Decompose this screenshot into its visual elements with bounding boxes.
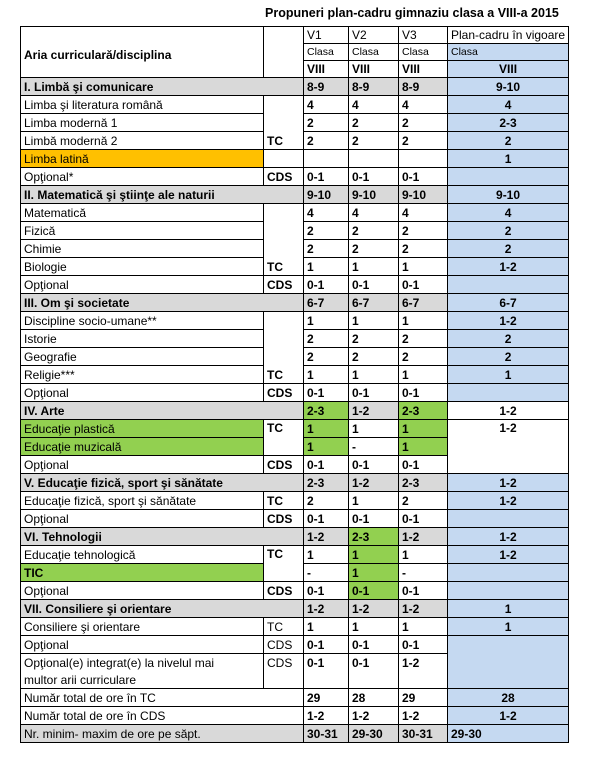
subject-name: Educaţie plastică: [21, 420, 264, 438]
v3-grade: VIII: [399, 61, 448, 78]
pc-cell: 1: [448, 618, 569, 636]
v3-cell: 30-31: [399, 725, 448, 743]
tc-tag: TC: [264, 420, 304, 456]
pc-cell: 29-30: [448, 725, 569, 743]
v1-cell: 8-9: [304, 78, 349, 96]
v2-cell: 9-10: [349, 186, 399, 204]
v2-cell: -: [349, 438, 399, 456]
v1-cell: 2: [304, 132, 349, 150]
pc-cell: [448, 564, 569, 582]
subject-name: Limba latină: [21, 150, 264, 168]
v3-cell: 1: [399, 546, 448, 564]
v1-cell: 29: [304, 689, 349, 707]
v3-cell: 2-3: [399, 474, 448, 492]
pc-cell: 4: [448, 96, 569, 114]
subject-name: Educaţie tehnologică: [21, 546, 264, 564]
v3-cell: 2: [399, 132, 448, 150]
subject-name: Biologie: [21, 258, 264, 276]
table-row: [21, 168, 569, 186]
v1-cell: -: [304, 564, 349, 582]
v1-cell: 1-2: [304, 528, 349, 546]
v2-cell: 1: [349, 546, 399, 564]
v1-cell: 0-1: [304, 654, 349, 672]
subject-name: Religie***: [21, 366, 264, 384]
table-row: [21, 618, 569, 636]
pc-cell: [448, 510, 569, 528]
v3-cell: 2: [399, 240, 448, 258]
v1-cell: 1: [304, 258, 349, 276]
pc-cell: 2-3: [448, 114, 569, 132]
subject-name: Fizică: [21, 222, 264, 240]
pc-cell: 1: [448, 150, 569, 168]
pc-cell: 1-2: [448, 474, 569, 492]
v2-cell: 0-1: [349, 456, 399, 474]
v2-cell: 29-30: [349, 725, 399, 743]
pc-cell: 1-2: [448, 707, 569, 725]
v2-cell: 1: [349, 564, 399, 582]
v3-cell: 0-1: [399, 582, 448, 600]
section-name: V. Educaţie fizică, sport şi sănătate: [21, 474, 304, 492]
table-row: [21, 96, 569, 114]
pc-cell: 1-2: [448, 546, 569, 564]
subject-name: multor arii curriculare: [21, 671, 264, 689]
v2-grade: VIII: [349, 61, 399, 78]
total-label: Nr. minim- maxim de ore pe săpt.: [21, 725, 304, 743]
subject-name: Geografie: [21, 348, 264, 366]
v1-clasa: Clasa: [304, 44, 349, 61]
v3-cell: 1-2: [399, 654, 448, 672]
table-row: [21, 204, 569, 222]
pc-cell: [448, 276, 569, 294]
section-name: IV. Arte: [21, 402, 304, 420]
subject-name: TIC: [21, 564, 264, 582]
pc-grade: VIII: [448, 61, 569, 78]
pc-cell: 2: [448, 222, 569, 240]
subject-name: Opţional: [21, 636, 264, 654]
v3-cell: 1-2: [399, 600, 448, 618]
v2-cell: 1-2: [349, 474, 399, 492]
v2-cell: 1: [349, 420, 399, 438]
v2-cell: 0-1: [349, 276, 399, 294]
v2-cell: 28: [349, 689, 399, 707]
pc-cell: 1-2: [448, 312, 569, 330]
subject-name: Opţional: [21, 456, 264, 474]
pc-cell: 1-2: [448, 492, 569, 510]
subject-name: Limba şi literatura română: [21, 96, 264, 114]
pc-cell: 2: [448, 240, 569, 258]
v3-cell: 6-7: [399, 294, 448, 312]
v3-cell: 0-1: [399, 384, 448, 402]
v2-cell: 1-2: [349, 402, 399, 420]
v2-cell: 8-9: [349, 78, 399, 96]
table-row: [21, 276, 569, 294]
cds-tag: CDS: [264, 456, 304, 474]
v1-cell: 6-7: [304, 294, 349, 312]
section-row: [21, 294, 569, 312]
v3-cell: 2-3: [399, 402, 448, 420]
pc-cell: 2: [448, 132, 569, 150]
v2-cell: 0-1: [349, 636, 399, 654]
v1-header: V1: [304, 27, 349, 44]
v2-cell: 0-1: [349, 168, 399, 186]
v3-cell: 2: [399, 114, 448, 132]
v3-cell: 1: [399, 258, 448, 276]
v1-cell: 1-2: [304, 707, 349, 725]
total-row: [21, 725, 569, 743]
tc-tag: TC: [264, 204, 304, 276]
v1-cell: 2: [304, 330, 349, 348]
subject-name: Limba modernă 1: [21, 114, 264, 132]
pc-cell: 9-10: [448, 78, 569, 96]
v2-cell: 2: [349, 240, 399, 258]
v2-cell: 1: [349, 366, 399, 384]
v2-cell: 1: [349, 258, 399, 276]
v1-cell: 0-1: [304, 636, 349, 654]
table-row: [21, 420, 569, 438]
pc-clasa: Clasa: [448, 44, 569, 61]
pc-cell: 2: [448, 330, 569, 348]
v2-cell: [349, 671, 399, 689]
v2-cell: 0-1: [349, 384, 399, 402]
v3-cell: 4: [399, 96, 448, 114]
v3-cell: 0-1: [399, 510, 448, 528]
section-name: II. Matematică şi ştiinţe ale naturii: [21, 186, 304, 204]
cds-tag: CDS: [264, 636, 304, 654]
tag-cell: [264, 671, 304, 689]
v2-cell: 2-3: [349, 528, 399, 546]
v1-cell: 30-31: [304, 725, 349, 743]
v1-cell: 9-10: [304, 186, 349, 204]
v1-cell: 4: [304, 96, 349, 114]
section-row: [21, 78, 569, 96]
cds-tag: CDS: [264, 384, 304, 402]
pc-cell: [448, 636, 569, 689]
v1-cell: 2: [304, 222, 349, 240]
pc-cell: 1: [448, 366, 569, 384]
v2-cell: 1: [349, 312, 399, 330]
v3-cell: 1: [399, 438, 448, 456]
v1-cell: 4: [304, 204, 349, 222]
subject-name: Opţional: [21, 384, 264, 402]
subject-name: Opţional: [21, 510, 264, 528]
subject-name: Educaţie fizică, sport şi sănătate: [21, 492, 264, 510]
section-row: [21, 402, 569, 420]
pc-cell: 9-10: [448, 186, 569, 204]
subject-name: Opţional: [21, 582, 264, 600]
v1-cell: [304, 671, 349, 689]
table-row: [21, 582, 569, 600]
subject-name: Matematică: [21, 204, 264, 222]
v2-cell: 6-7: [349, 294, 399, 312]
v2-cell: 4: [349, 204, 399, 222]
pc-cell: [448, 582, 569, 600]
subject-name: Opţional*: [21, 168, 264, 186]
section-name: VII. Consiliere şi orientare: [21, 600, 304, 618]
table-row: [21, 492, 569, 510]
subject-name: Opţional: [21, 276, 264, 294]
area-header: Aria curriculară/disciplina: [21, 27, 264, 78]
v3-cell: -: [399, 564, 448, 582]
v1-cell: 1: [304, 312, 349, 330]
v1-cell: 0-1: [304, 456, 349, 474]
v2-cell: 1: [349, 618, 399, 636]
v3-cell: 2: [399, 222, 448, 240]
tc-tag: TC: [264, 546, 304, 582]
v1-cell: 1: [304, 546, 349, 564]
v3-cell: [399, 671, 448, 689]
v2-cell: 0-1: [349, 582, 399, 600]
v3-cell: 0-1: [399, 276, 448, 294]
v3-cell: 2: [399, 492, 448, 510]
tag-header: [264, 27, 304, 78]
v1-cell: 0-1: [304, 510, 349, 528]
v3-header: V3: [399, 27, 448, 44]
v1-cell: 1: [304, 366, 349, 384]
v1-cell: 2: [304, 114, 349, 132]
table-row: [21, 510, 569, 528]
v2-header: V2: [349, 27, 399, 44]
subject-name: Istorie: [21, 330, 264, 348]
section-row: [21, 600, 569, 618]
v3-cell: 2: [399, 348, 448, 366]
v2-clasa: Clasa: [349, 44, 399, 61]
pc-cell: 1-2: [448, 258, 569, 276]
subject-name: Opţional(e) integrat(e) la nivelul mai: [21, 654, 264, 672]
v3-cell: 1: [399, 618, 448, 636]
tc-tag: TC: [264, 312, 304, 384]
v1-cell: 1: [304, 618, 349, 636]
total-row: [21, 707, 569, 725]
v2-cell: 2: [349, 132, 399, 150]
pc-cell: 1: [448, 600, 569, 618]
v3-cell: 8-9: [399, 78, 448, 96]
pc-cell: 1-2: [448, 420, 569, 474]
v3-cell: 9-10: [399, 186, 448, 204]
v1-cell: 1-2: [304, 600, 349, 618]
subject-name: Chimie: [21, 240, 264, 258]
table-row: [21, 636, 569, 654]
pc-cell: 1-2: [448, 402, 569, 420]
tc-tag: TC: [264, 618, 304, 636]
v3-cell: 4: [399, 204, 448, 222]
v1-cell: 1: [304, 438, 349, 456]
v3-cell: 1: [399, 420, 448, 438]
v2-cell: 2: [349, 348, 399, 366]
table-row: [21, 546, 569, 564]
tc-tag: TC: [264, 492, 304, 510]
page-title: Propuneri plan-cadru gimnaziu clasa a VIII-a 2015: [265, 6, 559, 20]
v1-cell: 1: [304, 420, 349, 438]
subject-name: Limbă modernă 2: [21, 132, 264, 150]
cds-tag: CDS: [264, 654, 304, 672]
total-label: Număr total de ore în TC: [21, 689, 304, 707]
subject-name: Educaţie muzicală: [21, 438, 264, 456]
v3-cell: [399, 150, 448, 168]
section-name: I. Limbă şi comunicare: [21, 78, 304, 96]
v1-cell: 2-3: [304, 402, 349, 420]
section-row: [21, 474, 569, 492]
total-label: Număr total de ore în CDS: [21, 707, 304, 725]
v3-cell: 2: [399, 330, 448, 348]
v3-cell: 0-1: [399, 636, 448, 654]
v1-cell: 2-3: [304, 474, 349, 492]
v2-cell: 1-2: [349, 600, 399, 618]
section-name: III. Om şi societate: [21, 294, 304, 312]
v3-cell: 1: [399, 366, 448, 384]
pc-cell: 6-7: [448, 294, 569, 312]
section-name: VI. Tehnologii: [21, 528, 304, 546]
v2-cell: 0-1: [349, 654, 399, 672]
v2-cell: 2: [349, 330, 399, 348]
cds-tag: CDS: [264, 582, 304, 600]
v2-cell: 2: [349, 222, 399, 240]
v3-cell: 1-2: [399, 707, 448, 725]
total-row: [21, 689, 569, 707]
v1-cell: 2: [304, 240, 349, 258]
v2-cell: 1-2: [349, 707, 399, 725]
v3-cell: 1-2: [399, 528, 448, 546]
cds-tag: CDS: [264, 276, 304, 294]
v1-cell: [304, 150, 349, 168]
v3-clasa: Clasa: [399, 44, 448, 61]
tag-cell: [264, 150, 304, 168]
v1-cell: 0-1: [304, 276, 349, 294]
pc-cell: 1-2: [448, 528, 569, 546]
cds-tag: CDS: [264, 168, 304, 186]
header-row: [21, 27, 569, 44]
v3-cell: 0-1: [399, 456, 448, 474]
table-row: [21, 150, 569, 168]
pc-cell: 4: [448, 204, 569, 222]
v2-cell: 0-1: [349, 510, 399, 528]
v1-grade: VIII: [304, 61, 349, 78]
v1-cell: 0-1: [304, 384, 349, 402]
subject-name: Discipline socio-umane**: [21, 312, 264, 330]
v1-cell: 2: [304, 348, 349, 366]
table-row: [21, 384, 569, 402]
v1-cell: 0-1: [304, 168, 349, 186]
v2-cell: [349, 150, 399, 168]
section-row: [21, 186, 569, 204]
subject-name: Consiliere şi orientare: [21, 618, 264, 636]
v3-cell: 1: [399, 312, 448, 330]
tc-tag: TC: [264, 96, 304, 150]
v2-cell: 2: [349, 114, 399, 132]
v3-cell: 29: [399, 689, 448, 707]
pc-cell: 2: [448, 348, 569, 366]
curriculum-table: [20, 26, 569, 743]
v3-cell: 0-1: [399, 168, 448, 186]
v1-cell: 0-1: [304, 582, 349, 600]
pc-cell: 28: [448, 689, 569, 707]
v1-cell: 2: [304, 492, 349, 510]
pc-cell: [448, 168, 569, 186]
pc-cell: [448, 384, 569, 402]
v2-cell: 4: [349, 96, 399, 114]
v2-cell: 1: [349, 492, 399, 510]
cds-tag: CDS: [264, 510, 304, 528]
plan-cadru-header: Plan-cadru în vigoare: [448, 27, 569, 44]
table-row: [21, 312, 569, 330]
section-row: [21, 528, 569, 546]
